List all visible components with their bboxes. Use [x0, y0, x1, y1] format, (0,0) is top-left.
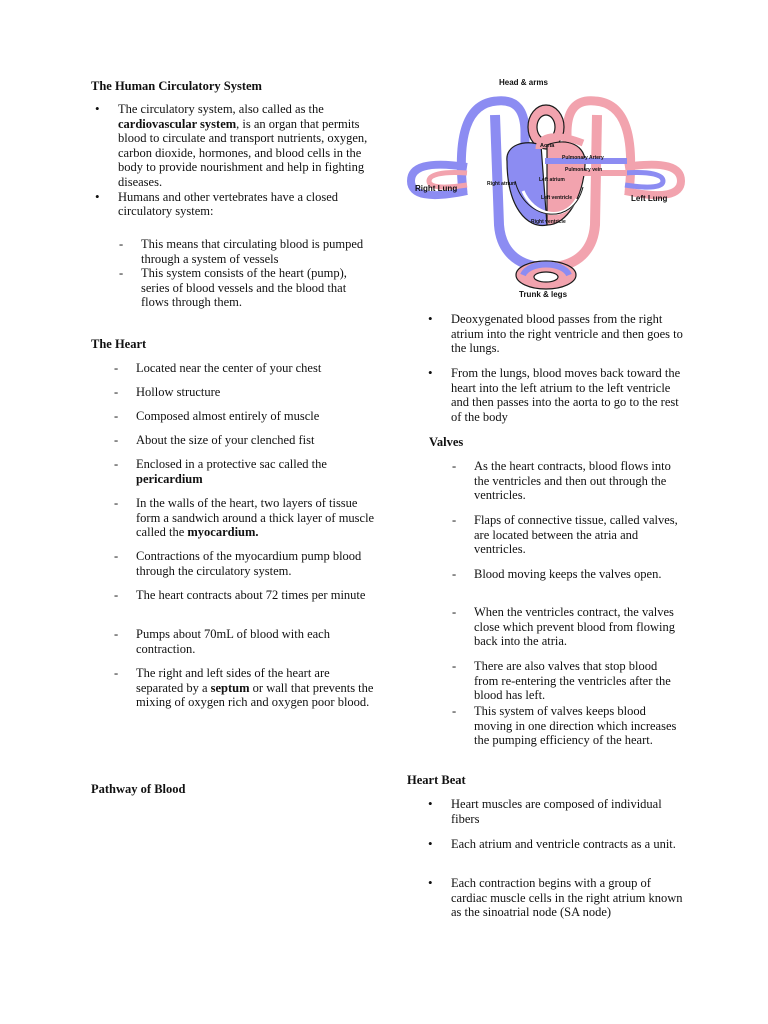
valves-item: - Blood moving keeps the valves open.: [474, 567, 684, 582]
head-arms-label: Head & arms: [499, 78, 548, 87]
left-lung-label: Left Lung: [631, 194, 668, 203]
valves-heading: Valves: [429, 435, 464, 449]
intro-bullet-text: , is an organ that permits blood to circulate and transport nutrients, oxygen, carbon dioxide, hormones, and blood cells in the body to provide nourishment and help in fighting diseases.: [118, 116, 368, 189]
pulmonary-artery-label: Pulmonary Artery: [562, 155, 604, 161]
heartbeat-bullet: • Each atrium and ventricle contracts as a unit.: [451, 837, 683, 852]
valves-item: - When the ventricles contract, the valves close which prevent blood from flowing back into the atria.: [474, 605, 684, 649]
intro-bullet-bold: cardiovascular system: [118, 116, 237, 131]
heart-heading: The Heart: [91, 337, 147, 351]
heartbeat-bullet: • Each contraction begins with a group of cardiac muscle cells in the right atrium known as the sinoatrial node (SA node): [451, 876, 683, 920]
heartbeat-bullet: • Heart muscles are composed of individual fibers: [451, 797, 683, 826]
right-atrium-label: Right atrium: [487, 181, 517, 187]
intro-sub-item: - This system consists of the heart (pump), series of blood vessels and the blood that flows through them.: [141, 266, 373, 310]
heart-item-text: The right and left sides of the heart are separated by a: [136, 666, 330, 695]
heart-beat-heading: Heart Beat: [407, 773, 466, 787]
intro-list: [118, 102, 376, 219]
valves-item: - As the heart contracts, blood flows into the ventricles and then out through the ventricles.: [474, 459, 684, 503]
pulmonary-vein-label: Pulmonary vein: [565, 167, 603, 173]
heart-item-text: In the walls of the heart, two layers of tissue form a sandwich around a thick layer of muscle called the: [136, 496, 375, 540]
aorta-label: Aorta: [540, 143, 555, 149]
heart-item: [136, 457, 376, 486]
septum-term: septum: [210, 680, 250, 695]
heart-item-text: or wall that prevents the mixing of oxygen rich and oxygen poor blood.: [136, 680, 374, 710]
page-title: The Human Circulatory System: [91, 79, 262, 93]
heart-item: [136, 496, 376, 540]
intro-bullet-text: Humans and other vertebrates have a closed circulatory system:: [118, 189, 339, 219]
valves-item: - There are also valves that stop blood from re-entering the ventricles after the blood has left.: [474, 659, 684, 703]
heart-item: [136, 666, 376, 710]
right-ventricle-label: Right ventricle: [531, 219, 566, 225]
heart-item: - Composed almost entirely of muscle: [136, 409, 376, 424]
heart-item: - Pumps about 70mL of blood with each contraction.: [136, 627, 376, 656]
valves-item: - This system of valves keeps blood moving in one direction which increases the pumping efficiency of the heart.: [474, 704, 684, 748]
left-ventricle-label: Left ventricle: [541, 195, 573, 201]
heart-item: - Contractions of the myocardium pump blood through the circulatory system.: [136, 549, 376, 578]
intro-bullet-text: The circulatory system, also called as the: [118, 102, 324, 116]
intro-bullet: [118, 102, 376, 190]
pericardium-term: pericardium: [136, 471, 203, 486]
valves-item: - Flaps of connective tissue, called valves, are located between the atria and ventricles.: [474, 513, 684, 557]
pathway-bullet: • Deoxygenated blood passes from the right atrium into the right ventricle and then goes to the lungs.: [451, 312, 683, 356]
heart-item-text: Enclosed in a protective sac called the: [136, 457, 327, 471]
circulatory-diagram: [407, 75, 685, 303]
intro-sub-item: - This means that circulating blood is pumped through a system of vessels: [141, 237, 373, 266]
trunk-legs-label: Trunk & legs: [519, 290, 568, 299]
intro-bullet: [118, 190, 376, 219]
pathway-heading: Pathway of Blood: [91, 782, 186, 796]
heart-item: - About the size of your clenched fist: [136, 433, 376, 448]
right-lung-label: Right Lung: [415, 184, 458, 193]
intro-sub-list: [141, 237, 373, 310]
heart-item: - Located near the center of your chest: [136, 361, 376, 376]
left-atrium-label: Left atrium: [539, 177, 565, 183]
heart-item: - The heart contracts about 72 times per minute: [136, 588, 376, 603]
myocardium-term: myocardium.: [187, 525, 259, 540]
pathway-bullet: • From the lungs, blood moves back toward the heart into the left atrium to the left ventricle and then passes into the aorta to go to the rest of the body: [451, 366, 683, 424]
heart-item: - Hollow structure: [136, 385, 376, 400]
